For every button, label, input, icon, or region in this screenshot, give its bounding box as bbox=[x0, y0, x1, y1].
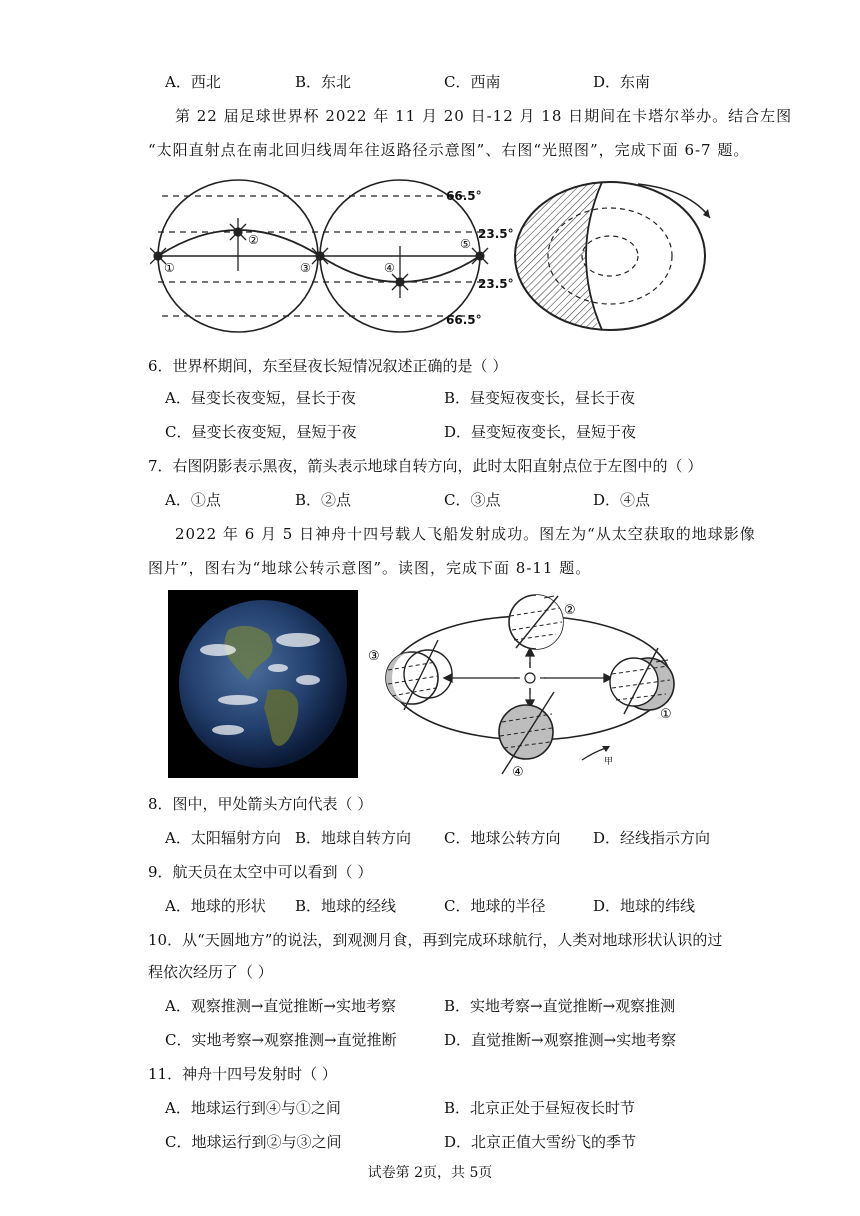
earth-image bbox=[168, 590, 358, 778]
q6-option-b: B．昼变短夜变长，昼长于夜 bbox=[444, 389, 636, 407]
earth-position-2 bbox=[509, 595, 576, 649]
q5-option-d: D．东南 bbox=[593, 73, 651, 91]
q6-option-c: C．昼变长夜变短，昼短于夜 bbox=[165, 423, 357, 441]
point-4-label: ④ bbox=[384, 261, 395, 275]
q9-option-c: C．地球的半径 bbox=[444, 897, 546, 915]
point-2-label: ② bbox=[248, 233, 259, 247]
q10-option-b: B．实地考察→直觉推断→观察推测 bbox=[444, 997, 676, 1015]
q8-option-b: B．地球自转方向 bbox=[295, 829, 412, 847]
q8-option-a: A．太阳辐射方向 bbox=[165, 829, 281, 847]
point-5-label: ⑤ bbox=[460, 237, 471, 251]
q6-stem: 6．世界杯期间，东至昼夜长短情况叙述正确的是（ ） bbox=[148, 357, 508, 375]
q6-option-a: A．昼变长夜变短，昼长于夜 bbox=[165, 389, 356, 407]
intro2-line2: 图片”，图右为“地球公转示意图”。读图，完成下面 8-11 题。 bbox=[148, 559, 592, 577]
sun-path-illumination-figure bbox=[150, 176, 720, 336]
q7-option-c: C．③点 bbox=[444, 491, 501, 509]
q9-stem: 9．航天员在太空中可以看到（ ） bbox=[148, 863, 373, 881]
q8-option-c: C．地球公转方向 bbox=[444, 829, 561, 847]
point-1-label: ① bbox=[164, 261, 175, 275]
jia-label: 甲 bbox=[604, 757, 614, 767]
q5-option-b: B．东北 bbox=[295, 73, 352, 91]
q7-option-d: D．④点 bbox=[593, 491, 651, 509]
q7-stem: 7．右图阴影表示黑夜，箭头表示地球自转方向，此时太阳直射点位于左图中的（ ） bbox=[148, 457, 703, 475]
lat-235-bottom-label: 23.5° bbox=[478, 277, 514, 291]
orbit-label-4: ④ bbox=[512, 765, 524, 780]
q11-option-b: B．北京正处于昼短夜长时节 bbox=[444, 1099, 636, 1117]
orbit-label-3: ③ bbox=[368, 649, 380, 664]
q6-option-d: D．昼变短夜变长，昼短于夜 bbox=[444, 423, 637, 441]
q7-option-a: A．①点 bbox=[165, 491, 221, 509]
intro2-line1: 2022 年 6 月 5 日神舟十四号载人飞船发射成功。图左为“从太空获取的地球影像 bbox=[175, 525, 756, 543]
q5-option-a: A．西北 bbox=[165, 73, 221, 91]
q11-option-a: A．地球运行到④与①之间 bbox=[165, 1099, 341, 1117]
lat-665-top-label: 66.5° bbox=[446, 189, 482, 203]
q11-option-d: D．北京正值大雪纷飞的季节 bbox=[444, 1133, 637, 1151]
lat-665-bottom-label: 66.5° bbox=[446, 313, 482, 327]
q9-option-d: D．地球的纬线 bbox=[593, 897, 696, 915]
q9-option-a: A．地球的形状 bbox=[165, 897, 266, 915]
earth-revolution-diagram bbox=[368, 590, 708, 782]
earth-position-1 bbox=[610, 648, 674, 722]
lat-235-top-label: 23.5° bbox=[478, 227, 514, 241]
q9-option-b: B．地球的经线 bbox=[295, 897, 397, 915]
earth-position-4 bbox=[499, 692, 554, 780]
jia-arrow bbox=[582, 746, 613, 767]
intro1-line1: 第 22 届足球世界杯 2022 年 11 月 20 日-12 月 18 日期间在卡塔尔举办。结合左图 bbox=[175, 107, 793, 125]
q8-option-d: D．经线指示方向 bbox=[593, 829, 711, 847]
q5-option-c: C．西南 bbox=[444, 73, 501, 91]
earth-position-3 bbox=[368, 640, 452, 710]
q10-option-a: A．观察推测→直觉推断→实地考察 bbox=[165, 997, 396, 1015]
intro1-line2: “太阳直射点在南北回归线周年往返路径示意图”、右图“光照图”，完成下面 6-7 题。 bbox=[148, 141, 750, 159]
orbit-label-2: ② bbox=[564, 603, 576, 618]
q10-stem-line1: 10．从“天圆地方”的说法，到观测月食，再到完成环球航行，人类对地球形状认识的过 bbox=[148, 931, 723, 949]
orbit-label-1: ① bbox=[660, 707, 672, 722]
q8-stem: 8．图中，甲处箭头方向代表（ ） bbox=[148, 795, 373, 813]
q7-option-b: B．②点 bbox=[295, 491, 352, 509]
point-3-label: ③ bbox=[300, 261, 311, 275]
q10-stem-line2: 程依次经历了（ ） bbox=[148, 963, 273, 981]
page-footer: 试卷第 2页，共 5页 bbox=[367, 1165, 493, 1181]
q10-option-c: C．实地考察→观察推测→直觉推断 bbox=[165, 1031, 397, 1049]
illumination-diagram bbox=[510, 176, 710, 336]
q10-option-d: D．直觉推断→观察推测→实地考察 bbox=[444, 1031, 677, 1049]
q11-option-c: C．地球运行到②与③之间 bbox=[165, 1133, 342, 1151]
q11-stem: 11．神舟十四号发射时（ ） bbox=[148, 1065, 337, 1083]
